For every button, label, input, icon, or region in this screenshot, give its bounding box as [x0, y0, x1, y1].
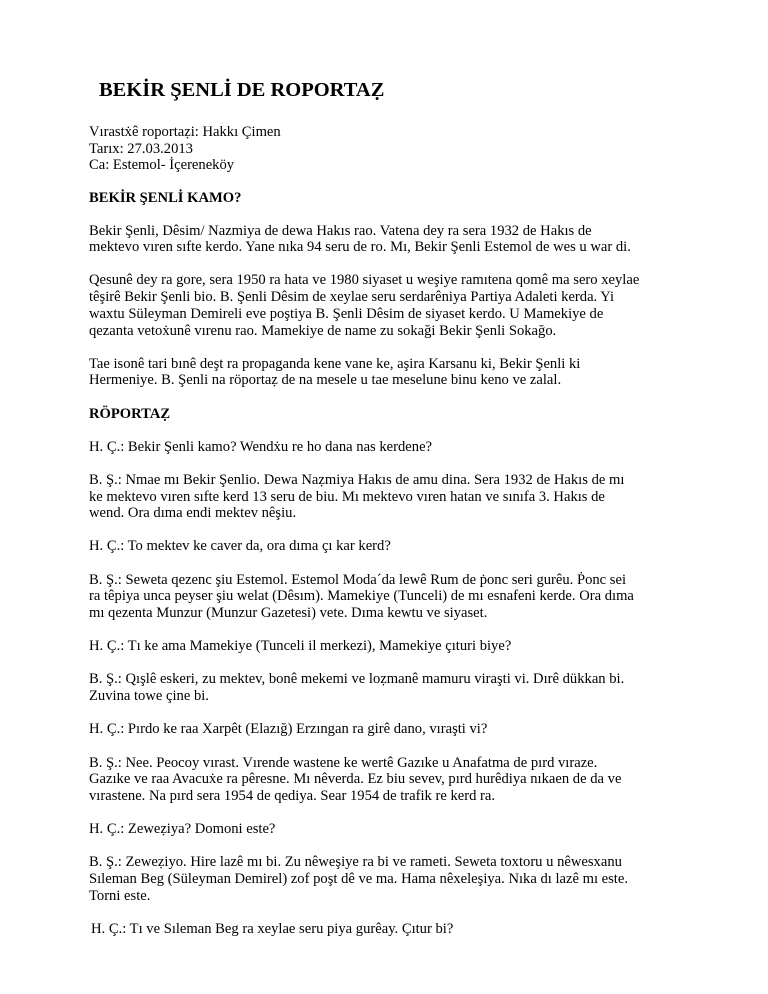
- paragraph-line: Qesunê dey ra gore, sera 1950 ra hata ve 1980 siyaset u weşiye ramıtena qomê ma sero xeylae: [89, 272, 640, 289]
- paragraph-line: B. Ş.: Nmae mı Bekir Şenlio. Dewa Naẓmiya Hakıs de amu dina. Sera 1932 de Hakıs de mı: [89, 471, 625, 488]
- paragraph-line: mektevo vıren sıfte kerdo. Yane nıka 94 seru de ro. Mı, Bekir Şenli Estemol de wes u war di.: [89, 239, 631, 256]
- paragraph-line: qezanta vetoẋunê vırenu rao. Mamekiye de name zu sokaği Bekir Şenli Sokağo.: [89, 322, 557, 339]
- section-heading-who: BEKİR ŞENLİ KAMO?: [89, 189, 242, 206]
- interview-paragraph: [89, 572, 689, 622]
- interview-paragraph: [89, 821, 689, 838]
- paragraph-line: B. Ş.: Qışlê eskeri, zu mektev, bonê mekemi ve loẓmanê mamuru viraşti vi. Dırê dükkan bi.: [89, 671, 625, 688]
- intro-paragraph: [89, 223, 689, 256]
- interview-paragraph: [89, 721, 689, 738]
- paragraph-line: Sıleman Beg (Süleyman Demirel) zof poşt dê ve ma. Hama nêxeleşiya. Nıka dı lazê mı este.: [89, 871, 628, 888]
- section-heading-interview: RÖPORTAẒ: [89, 405, 171, 422]
- paragraph-line: B. Ş.: Nee. Peocoy vırast. Vırende wastene ke wertê Gazıke u Anafatma de pırd vıraze.: [89, 754, 598, 771]
- paragraph-line: H. Ç.: Tı ve Sıleman Beg ra xeylae seru piya gurêay. Çıtur bi?: [91, 920, 454, 937]
- paragraph-line: vırastene. Na pırd sera 1954 de qediya. Sear 1954 de trafik re kerd ra.: [89, 787, 496, 804]
- paragraph-line: Torni este.: [89, 887, 151, 904]
- paragraph-line: têşirê Bekir Şenli bio. B. Şenli Dêsim de xeylae seru serdarêniya Partiya Adaleti kerda. Yi: [89, 289, 615, 306]
- interview-paragraph: [89, 472, 689, 522]
- paragraph-line: Gazıke ve raa Avacuẋe ra pêresne. Mı nêverda. Ez biu sevev, pırd hurêdiya nıkaen de da ve: [89, 771, 622, 788]
- meta-place: Ca: Estemol- İçereneköy: [89, 157, 235, 173]
- interview-paragraph: [89, 854, 689, 904]
- paragraph-line: H. Ç.: Bekir Şenli kamo? Wendẋu re ho dana nas kerdene?: [89, 438, 433, 455]
- paragraph-line: Hermeniye. B. Şenli na röportaẓ de na mesele u tae meselune binu keno ve zalal.: [89, 372, 562, 389]
- interview-paragraph: [89, 671, 689, 704]
- paragraph-line: ke mektevo vıren sıfte kerd 13 seru de biu. Mı mektevo vıren hatan ve sınıfa 3. Hakıs de: [89, 488, 605, 505]
- paragraph-line: Zuvina towe çine bi.: [89, 688, 209, 705]
- intro-section: [89, 223, 689, 390]
- paragraph-line: wend. Ora dıma endi mektev nêşiu.: [89, 505, 297, 522]
- paragraph-line: B. Ş.: Zeweẓiyo. Hire lazê mı bi. Zu nêweşiye ra bi ve rameti. Seweta toxtoru u nêwesxanu: [89, 854, 622, 871]
- interview-paragraph: [89, 755, 689, 805]
- paragraph-line: H. Ç.: Tı ke ama Mamekiye (Tunceli il merkezi), Mamekiye çıturi biye?: [89, 638, 512, 655]
- interview-paragraph: [89, 921, 689, 938]
- paragraph-line: H. Ç.: Pırdo ke raa Xarpêt (Elazığ) Erzıngan ra girê dano, vıraşti vi?: [89, 721, 488, 738]
- paragraph-line: ra têpiya unca peyser şiu welat (Dêsım). Mamekiye (Tunceli) de mı esnafeni kerde. Ora dıma: [89, 588, 634, 605]
- meta-date: Tarıx: 27.03.2013: [89, 140, 193, 157]
- meta-editor: Vırastẋê roportaẓi: Hakkı Çimen: [89, 124, 281, 140]
- paragraph-line: waxtu Süleyman Demireli eve poştiya B. Şenli Dêsim de siyaset kerdo. U Mamekiye de: [89, 305, 604, 322]
- interview-paragraph: [89, 439, 689, 456]
- interview-meta: [89, 124, 689, 174]
- document-title: BEKİR ŞENLİ DE ROPORTAẒ: [99, 79, 385, 101]
- paragraph-line: H. Ç.: Zeweẓiya? Domoni este?: [89, 821, 276, 838]
- paragraph-line: mı qezenta Munzur (Munzur Gazetesi) vete. Dıma kewtu ve siyaset.: [89, 605, 488, 622]
- interview-paragraph: [89, 538, 689, 555]
- paragraph-line: Bekir Şenli, Dêsim/ Nazmiya de dewa Hakıs rao. Vatena dey ra sera 1932 de Hakıs de: [89, 222, 592, 239]
- paragraph-line: B. Ş.: Seweta qezenc şiu Estemol. Estemol Moda´da lewê Rum de ṗonc seri gurêu. Ṗonc sei: [89, 571, 627, 588]
- interview-section: [89, 439, 689, 938]
- paragraph-line: H. Ç.: To mektev ke caver da, ora dıma çı kar kerd?: [89, 538, 391, 555]
- intro-paragraph: [89, 272, 689, 339]
- document-page: [89, 78, 689, 954]
- intro-paragraph: [89, 356, 689, 389]
- paragraph-line: Tae isonê tari bınê deşt ra propaganda kene vane ke, aşira Karsanu ki, Bekir Şenli ki: [89, 355, 581, 372]
- interview-paragraph: [89, 638, 689, 655]
